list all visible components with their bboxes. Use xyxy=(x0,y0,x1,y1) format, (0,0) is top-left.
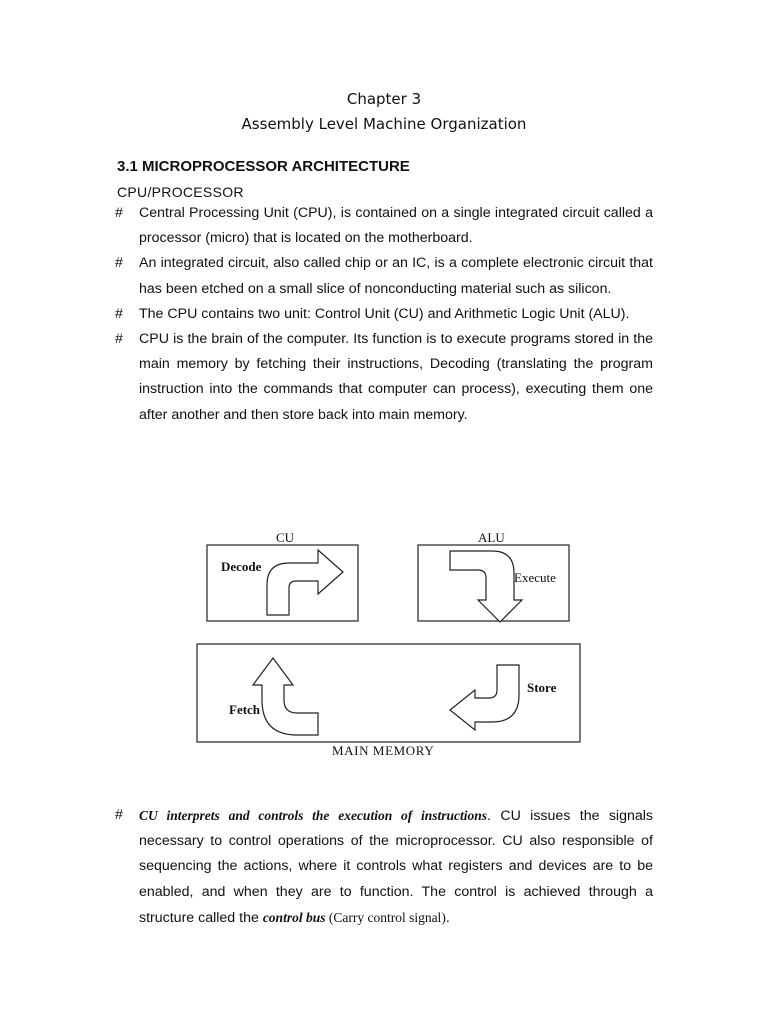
cu-body-text: . CU issues the signals necessary to control operations of the microprocessor. CU also responsible of sequencing the actions, where it controls what registers and devices are to be enabled, and when they are to function. The control is achieved through a structure called the xyxy=(139,808,653,926)
bullet-text: Central Processing Unit (CPU), is contained on a single integrated circuit called a processor (micro) that is located on the motherboard. xyxy=(139,205,653,247)
control-bus-term: control bus xyxy=(262,909,326,925)
main-memory-box xyxy=(197,644,580,742)
section-heading: 3.1 MICROPROCESSOR ARCHITECTURE xyxy=(117,158,410,175)
bullet-mark: # xyxy=(115,807,123,823)
bullet-mark: # xyxy=(115,305,123,322)
subsection-heading: CPU/PROCESSOR xyxy=(117,184,244,200)
bullet-mark: # xyxy=(115,205,123,221)
cu-lead-text: CU interprets and controls the execution of instructions xyxy=(139,808,488,823)
control-bus-paren: (Carry control signal) xyxy=(325,909,446,925)
chapter-number: Chapter 3 xyxy=(346,90,422,108)
cu-description xyxy=(113,803,653,931)
bullet-mark: # xyxy=(115,255,123,272)
bullet-text: CPU is the brain of the computer. Its function is to execute programs stored in the main memory by fetching their instructions, Decoding (translating the program instruction into the commands that computer can process), executing them one after another and then store back into main memory. xyxy=(139,331,653,423)
store-arrow xyxy=(450,665,519,730)
alu-label: ALU xyxy=(478,530,505,545)
execute-arrow xyxy=(450,551,522,622)
chapter-title: Assembly Level Machine Organization xyxy=(241,115,527,133)
bullet-item xyxy=(113,803,653,931)
execute-label: Execute xyxy=(514,570,556,585)
cu-end-text: . xyxy=(445,909,450,926)
fetch-label: Fetch xyxy=(229,702,261,717)
bullet-mark: # xyxy=(115,331,123,348)
cu-label: CU xyxy=(276,530,295,545)
main-memory-label: MAIN MEMORY xyxy=(332,743,435,758)
store-label: Store xyxy=(527,680,557,695)
bullet-text: The CPU contains two unit: Control Unit (CU) and Arithmetic Logic Unit (ALU). xyxy=(139,305,630,322)
fetch-arrow xyxy=(253,658,318,735)
decode-label: Decode xyxy=(221,559,262,574)
decode-arrow xyxy=(267,550,343,615)
bullet-text: An integrated circuit, also called chip or an IC, is a complete electronic circuit that has been etched on a small slice of nonconducting material such as silicon. xyxy=(139,255,653,297)
